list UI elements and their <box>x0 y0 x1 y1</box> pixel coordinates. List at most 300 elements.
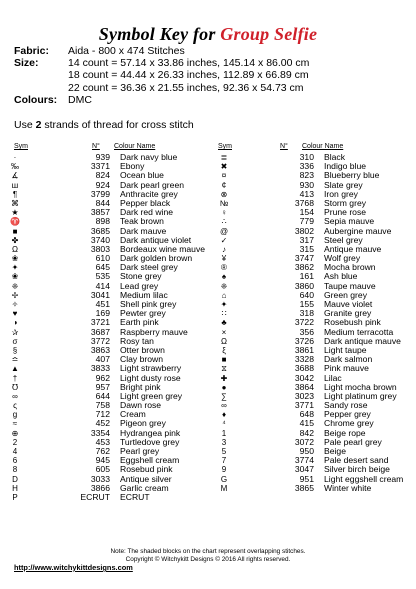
symbol-glyph: ∞ <box>12 391 18 401</box>
symbol-glyph: ℧ <box>11 382 19 392</box>
table-row <box>218 374 416 383</box>
symbol-glyph: ¤ <box>221 171 227 181</box>
colour-name: Rosy tan <box>120 336 154 346</box>
table-row <box>218 199 416 208</box>
colour-name: Pepper black <box>120 198 171 208</box>
colour-name: Mocha brown <box>324 263 376 273</box>
colour-name: Pink mauve <box>324 364 369 374</box>
colour-name: Pewter grey <box>120 309 166 319</box>
symbol-glyph: ⁴ <box>222 419 226 429</box>
fabric-label: Fabric: <box>14 45 50 57</box>
colour-name: Otter brown <box>120 345 165 355</box>
table-row <box>8 475 240 484</box>
table-row <box>218 162 416 171</box>
dmc-number: 3802 <box>294 225 314 236</box>
symbol-glyph: 1 <box>221 428 227 438</box>
colour-name: Light taupe <box>324 345 367 355</box>
symbol-glyph: ⌂ <box>221 290 227 300</box>
dmc-number: 415 <box>299 418 314 429</box>
colour-name: Indigo blue <box>324 162 367 172</box>
size-18-count: 18 count = 44.44 x 26.33 inches, 112.89 x 66.89 cm <box>68 69 309 82</box>
symbol-glyph: ⊕ <box>11 428 19 438</box>
colour-name: ECRUT <box>120 492 150 502</box>
colour-name: Beige <box>324 447 346 456</box>
symbol-glyph: ≈ <box>12 419 18 429</box>
size-label: Size: <box>14 57 39 70</box>
symbol-glyph: ❈ <box>11 281 19 291</box>
table-row <box>8 181 240 190</box>
table-row <box>218 346 416 355</box>
dmc-number: 962 <box>95 372 110 383</box>
table-row <box>218 328 416 337</box>
colour-name: Medium terracotta <box>324 327 394 337</box>
colour-name: Light platinum grey <box>324 391 397 401</box>
table-row <box>218 429 416 438</box>
dmc-number: 155 <box>299 299 314 309</box>
colour-name: Antique mauve <box>324 244 382 254</box>
colour-name: Beige rope <box>324 428 366 438</box>
symbol-glyph: M <box>220 483 228 493</box>
symbol-glyph: ♀ <box>221 208 227 218</box>
colours-value: DMC <box>68 93 92 106</box>
left-num-header: N° <box>92 143 100 150</box>
symbol-glyph: ❈ <box>220 281 228 291</box>
colour-name: Ocean blue <box>120 171 164 181</box>
colour-name: Teak brown <box>120 217 164 227</box>
symbol-glyph: ∷ <box>221 309 227 319</box>
colour-name: Black <box>324 153 346 162</box>
symbol-glyph: ✧ <box>11 300 19 309</box>
symbol-glyph: ≣ <box>220 153 228 162</box>
colour-name: Winter white <box>324 483 372 493</box>
dmc-number: 3072 <box>294 436 314 447</box>
dmc-number: 535 <box>95 271 110 282</box>
symbol-glyph: ¥ <box>221 254 227 264</box>
table-row <box>8 337 240 346</box>
table-row <box>218 484 416 493</box>
dmc-number: 930 <box>299 179 314 190</box>
table-row <box>8 171 240 180</box>
dmc-number: 645 <box>95 262 110 273</box>
colour-name: Dark antique mauve <box>324 336 401 346</box>
symbol-glyph: P <box>12 492 18 502</box>
symbol-glyph: ♠ <box>221 272 227 282</box>
table-row <box>8 410 240 419</box>
symbol-glyph: ® <box>221 263 227 273</box>
table-row <box>8 318 240 327</box>
size-14-count: 14 count = 57.14 x 33.86 inches, 145.14 x 86.00 cm <box>68 57 310 70</box>
colour-name: Dark salmon <box>324 355 373 365</box>
dmc-number: 3722 <box>294 317 314 328</box>
table-row <box>8 392 240 401</box>
strands-post: strands of thread for cross stitch <box>41 119 194 131</box>
colour-name: Garlic cream <box>120 483 169 493</box>
colour-name: Green grey <box>324 290 367 300</box>
symbol-glyph: σ <box>12 336 18 346</box>
symbol-glyph: 9 <box>221 465 227 475</box>
table-row <box>8 493 240 502</box>
dmc-number: 758 <box>95 400 110 411</box>
copyright-note: Copyright © Witchykitt Designs © 2016 All rights reserved. <box>125 555 291 563</box>
symbol-glyph: ∑ <box>221 391 227 401</box>
dmc-number: 3866 <box>90 482 110 493</box>
symbol-table-right <box>218 153 416 493</box>
colour-name: Dark steel grey <box>120 263 178 273</box>
dmc-number: 310 <box>299 152 314 162</box>
dmc-number: 3688 <box>294 363 314 374</box>
table-row <box>8 383 240 392</box>
table-row <box>8 236 240 245</box>
table-row <box>8 346 240 355</box>
symbol-glyph: ✓ <box>220 235 228 245</box>
table-row <box>8 429 240 438</box>
colour-name: Light green grey <box>120 391 183 401</box>
symbol-glyph: 5 <box>221 447 227 456</box>
dmc-number: 644 <box>95 390 110 401</box>
symbol-glyph: ∴ <box>221 217 227 227</box>
colour-name: Hydrangea pink <box>120 428 181 438</box>
symbol-glyph: ✢ <box>11 290 19 300</box>
dmc-number: 779 <box>299 216 314 227</box>
strands-instruction <box>14 119 194 131</box>
colour-name: Pigeon grey <box>120 419 166 429</box>
table-row <box>218 282 416 291</box>
symbol-glyph: H <box>12 483 18 493</box>
table-row <box>218 419 416 428</box>
colour-name: Cream <box>120 410 146 420</box>
symbol-glyph: ς <box>13 401 17 411</box>
dmc-number: 317 <box>299 234 314 245</box>
symbol-glyph: ⌘ <box>11 198 19 208</box>
colour-name: Granite grey <box>324 309 372 319</box>
table-row <box>8 245 240 254</box>
colour-name: Medium lilac <box>120 290 168 300</box>
dmc-number: 414 <box>95 280 110 291</box>
symbol-glyph: ♦ <box>221 410 227 420</box>
left-name-header: Colour Name <box>114 143 156 150</box>
symbol-table-left <box>8 153 240 502</box>
table-row <box>8 208 240 217</box>
dmc-number: 3047 <box>294 464 314 475</box>
pattern-info <box>14 45 309 106</box>
colour-name: Dark red wine <box>120 208 174 218</box>
dmc-number: 610 <box>95 253 110 264</box>
dmc-number: 3799 <box>90 188 110 199</box>
symbol-glyph: · <box>13 153 17 162</box>
symbol-glyph: ♈ <box>10 217 20 227</box>
colour-name: Pale desert sand <box>324 456 389 466</box>
symbol-glyph: ✤ <box>11 235 19 245</box>
colour-name: Earth pink <box>120 318 159 328</box>
symbol-glyph: ■ <box>221 355 227 365</box>
table-row <box>218 254 416 263</box>
table-row <box>218 438 416 447</box>
colour-name: Mauve violet <box>324 300 373 309</box>
dmc-number: 945 <box>95 455 110 466</box>
table-row <box>8 456 240 465</box>
pattern-name: Group Selfie <box>220 24 318 44</box>
colour-name: Lead grey <box>120 281 159 291</box>
colour-name: Chrome grey <box>324 419 374 429</box>
dmc-number: 3041 <box>90 289 110 300</box>
right-sym-header: Sym <box>218 143 232 150</box>
symbol-glyph: ★ <box>11 208 19 218</box>
colour-name: Rosebud pink <box>120 465 173 475</box>
symbol-glyph: ◑ <box>12 318 18 328</box>
dmc-number: 318 <box>299 308 314 319</box>
symbol-glyph: ▲ <box>11 364 19 374</box>
colours-label: Colours: <box>14 93 58 106</box>
table-row <box>218 171 416 180</box>
table-row <box>8 364 240 373</box>
symbol-glyph: D <box>12 474 18 484</box>
page-title <box>0 24 416 45</box>
symbol-glyph: ● <box>221 382 227 392</box>
colour-name: Dark pearl green <box>120 180 185 190</box>
colour-name: Pearl grey <box>120 447 160 456</box>
table-row <box>8 484 240 493</box>
table-row <box>218 401 416 410</box>
colour-name: Light mocha brown <box>324 382 397 392</box>
symbol-glyph: ✰ <box>11 327 19 337</box>
colour-name: Pepper grey <box>324 410 371 420</box>
dmc-number: 957 <box>95 381 110 392</box>
table-row <box>8 374 240 383</box>
colour-name: Stone grey <box>120 272 162 282</box>
colour-name: Sepia mauve <box>324 217 375 227</box>
table-row <box>218 392 416 401</box>
symbol-glyph: ⊗ <box>220 189 228 199</box>
table-row <box>8 401 240 410</box>
table-row <box>218 447 416 456</box>
dmc-number: 3771 <box>294 400 314 411</box>
symbol-glyph: ✦ <box>220 300 228 309</box>
colour-name: Aubergine mauve <box>324 226 392 236</box>
dmc-number: 3861 <box>294 344 314 355</box>
strands-pre: Use <box>14 119 36 131</box>
symbol-glyph: ✦ <box>11 263 19 273</box>
dmc-number: 3865 <box>294 482 314 493</box>
colour-name: Prune rose <box>324 208 367 218</box>
colour-name: Dark golden brown <box>120 254 193 264</box>
table-row <box>218 475 416 484</box>
table-row <box>218 263 416 272</box>
symbol-glyph: 2 <box>12 437 18 447</box>
right-num-header: N° <box>280 143 288 150</box>
dmc-number: 451 <box>95 299 110 309</box>
symbol-glyph: Ω <box>221 336 227 346</box>
table-row <box>8 254 240 263</box>
dmc-number: 3328 <box>294 354 314 365</box>
table-row <box>8 328 240 337</box>
colour-name: Sandy rose <box>324 401 368 411</box>
colour-name: Light strawberry <box>120 364 182 374</box>
colour-name: Raspberry mauve <box>120 327 188 337</box>
symbol-glyph: ¶ <box>12 189 18 199</box>
symbol-glyph: ✚ <box>220 373 228 383</box>
symbol-glyph: ♥ <box>12 309 18 319</box>
symbol-glyph: 4 <box>12 447 18 456</box>
dmc-number: 3747 <box>294 253 314 264</box>
colour-name: Anthracite grey <box>120 189 178 199</box>
right-name-header: Colour Name <box>302 143 344 150</box>
table-row <box>8 355 240 364</box>
table-row <box>218 227 416 236</box>
colour-name: Light eggshell cream <box>324 474 404 484</box>
symbol-glyph: ξ <box>222 345 226 355</box>
table-row <box>218 383 416 392</box>
dmc-number: 3803 <box>90 243 110 254</box>
colour-name: Ebony <box>120 162 145 172</box>
colour-name: Pale pearl grey <box>324 437 382 447</box>
fabric-value: Aida - 800 x 474 Stitches <box>68 45 185 57</box>
colour-name: Dawn rose <box>120 401 162 411</box>
dmc-number: 3860 <box>294 280 314 291</box>
table-row <box>8 438 240 447</box>
colour-name: Silver birch beige <box>324 465 390 475</box>
dmc-number: 712 <box>95 409 110 420</box>
symbol-glyph: ¢ <box>221 180 227 190</box>
dmc-number: 844 <box>95 197 110 208</box>
colour-name: Steel grey <box>324 235 363 245</box>
symbol-glyph: ♣ <box>221 318 227 328</box>
table-row <box>218 337 416 346</box>
symbol-glyph: ш <box>11 180 19 190</box>
table-row <box>8 447 240 456</box>
dmc-number: 3864 <box>294 381 314 392</box>
symbol-glyph: ❀ <box>11 272 19 282</box>
symbol-glyph: ❀ <box>11 254 19 264</box>
colour-name: Light dusty rose <box>120 373 181 383</box>
colour-name: Ash blue <box>324 272 358 282</box>
table-row <box>8 162 240 171</box>
table-row <box>218 300 416 309</box>
dmc-number: 3774 <box>294 455 314 466</box>
symbol-glyph: 8 <box>12 465 18 475</box>
dmc-number: 169 <box>95 308 110 319</box>
dmc-number: 3863 <box>90 344 110 355</box>
table-row <box>8 282 240 291</box>
dmc-number: 3687 <box>90 326 110 337</box>
symbol-glyph: 3 <box>221 437 227 447</box>
dmc-number: 3862 <box>294 262 314 273</box>
dmc-number: 453 <box>95 436 110 447</box>
colour-name: Antique silver <box>120 474 172 484</box>
colour-name: Slate grey <box>324 180 363 190</box>
dmc-number: 336 <box>299 161 314 172</box>
dmc-number: 452 <box>95 418 110 429</box>
dmc-number: 3857 <box>90 207 110 218</box>
dmc-number: 356 <box>299 326 314 337</box>
table-row <box>218 181 416 190</box>
colour-name: Dark antique violet <box>120 235 192 245</box>
dmc-number: 823 <box>299 170 314 181</box>
colour-name: Taupe mauve <box>324 281 376 291</box>
symbol-glyph: ∞ <box>221 401 227 411</box>
dmc-number: 3740 <box>90 234 110 245</box>
dmc-number: 3023 <box>294 390 314 401</box>
symbol-glyph: G <box>220 474 228 484</box>
table-row <box>218 318 416 327</box>
symbol-glyph: ■ <box>12 226 18 236</box>
table-row <box>218 456 416 465</box>
symbol-glyph: @ <box>219 226 229 236</box>
symbol-glyph: ♪ <box>222 244 226 254</box>
table-row <box>8 419 240 428</box>
dmc-number: 898 <box>95 216 110 227</box>
dmc-number: 3833 <box>90 363 110 374</box>
dmc-number: 824 <box>95 170 110 181</box>
symbol-glyph: Ω <box>12 244 18 254</box>
dmc-number: 951 <box>299 473 314 484</box>
colour-name: Rosebush pink <box>324 318 381 328</box>
symbol-glyph: ‰ <box>11 162 19 172</box>
colour-name: Storm grey <box>324 198 367 208</box>
table-row <box>218 309 416 318</box>
colour-name: Dark navy blue <box>120 153 178 162</box>
dmc-number: 3768 <box>294 197 314 208</box>
table-row <box>8 217 240 226</box>
table-row <box>218 410 416 419</box>
dmc-number: 315 <box>299 243 314 254</box>
table-row <box>8 227 240 236</box>
dmc-number: 3033 <box>90 473 110 484</box>
table-row <box>218 208 416 217</box>
table-row <box>218 236 416 245</box>
symbol-glyph: × <box>221 327 227 337</box>
table-row <box>218 291 416 300</box>
colour-name: Bright pink <box>120 382 161 392</box>
dmc-number: 762 <box>95 446 110 456</box>
dmc-number: 842 <box>299 427 314 438</box>
table-row <box>8 300 240 309</box>
table-row <box>8 272 240 281</box>
table-row <box>218 364 416 373</box>
table-row <box>218 153 416 162</box>
symbol-glyph: № <box>219 198 229 208</box>
colour-name: Eggshell cream <box>120 456 180 466</box>
dmc-number: 640 <box>299 289 314 300</box>
table-row <box>8 291 240 300</box>
dmc-number: 3772 <box>90 335 110 346</box>
dmc-number: 413 <box>299 188 314 199</box>
size-22-count: 22 count = 36.36 x 21.55 inches, 92.36 x 54.73 cm <box>68 81 304 94</box>
dmc-number: 154 <box>299 207 314 218</box>
table-row <box>8 465 240 474</box>
table-row <box>8 190 240 199</box>
dmc-number: 3685 <box>90 225 110 236</box>
colour-name: Blueberry blue <box>324 171 380 181</box>
table-row <box>218 217 416 226</box>
symbol-glyph: ✖ <box>220 162 228 172</box>
colour-name: Clay brown <box>120 355 163 365</box>
colour-name: Iron grey <box>324 189 358 199</box>
colour-name: Turtledove grey <box>120 437 180 447</box>
colour-name: Dark mauve <box>120 226 167 236</box>
symbol-glyph: 7 <box>221 456 227 466</box>
dmc-number: 605 <box>95 464 110 475</box>
symbol-glyph: g <box>12 410 18 420</box>
symbol-glyph: ⧖ <box>221 364 227 374</box>
website-link[interactable]: http://www.witchykittdesigns.com <box>14 563 133 572</box>
footer-notes <box>0 548 416 564</box>
table-row <box>8 153 240 162</box>
table-row <box>8 263 240 272</box>
dmc-number: 924 <box>95 179 110 190</box>
colour-name: Wolf grey <box>324 254 361 264</box>
title-prefix: Symbol Key for <box>98 24 216 44</box>
dmc-number: 950 <box>299 446 314 456</box>
